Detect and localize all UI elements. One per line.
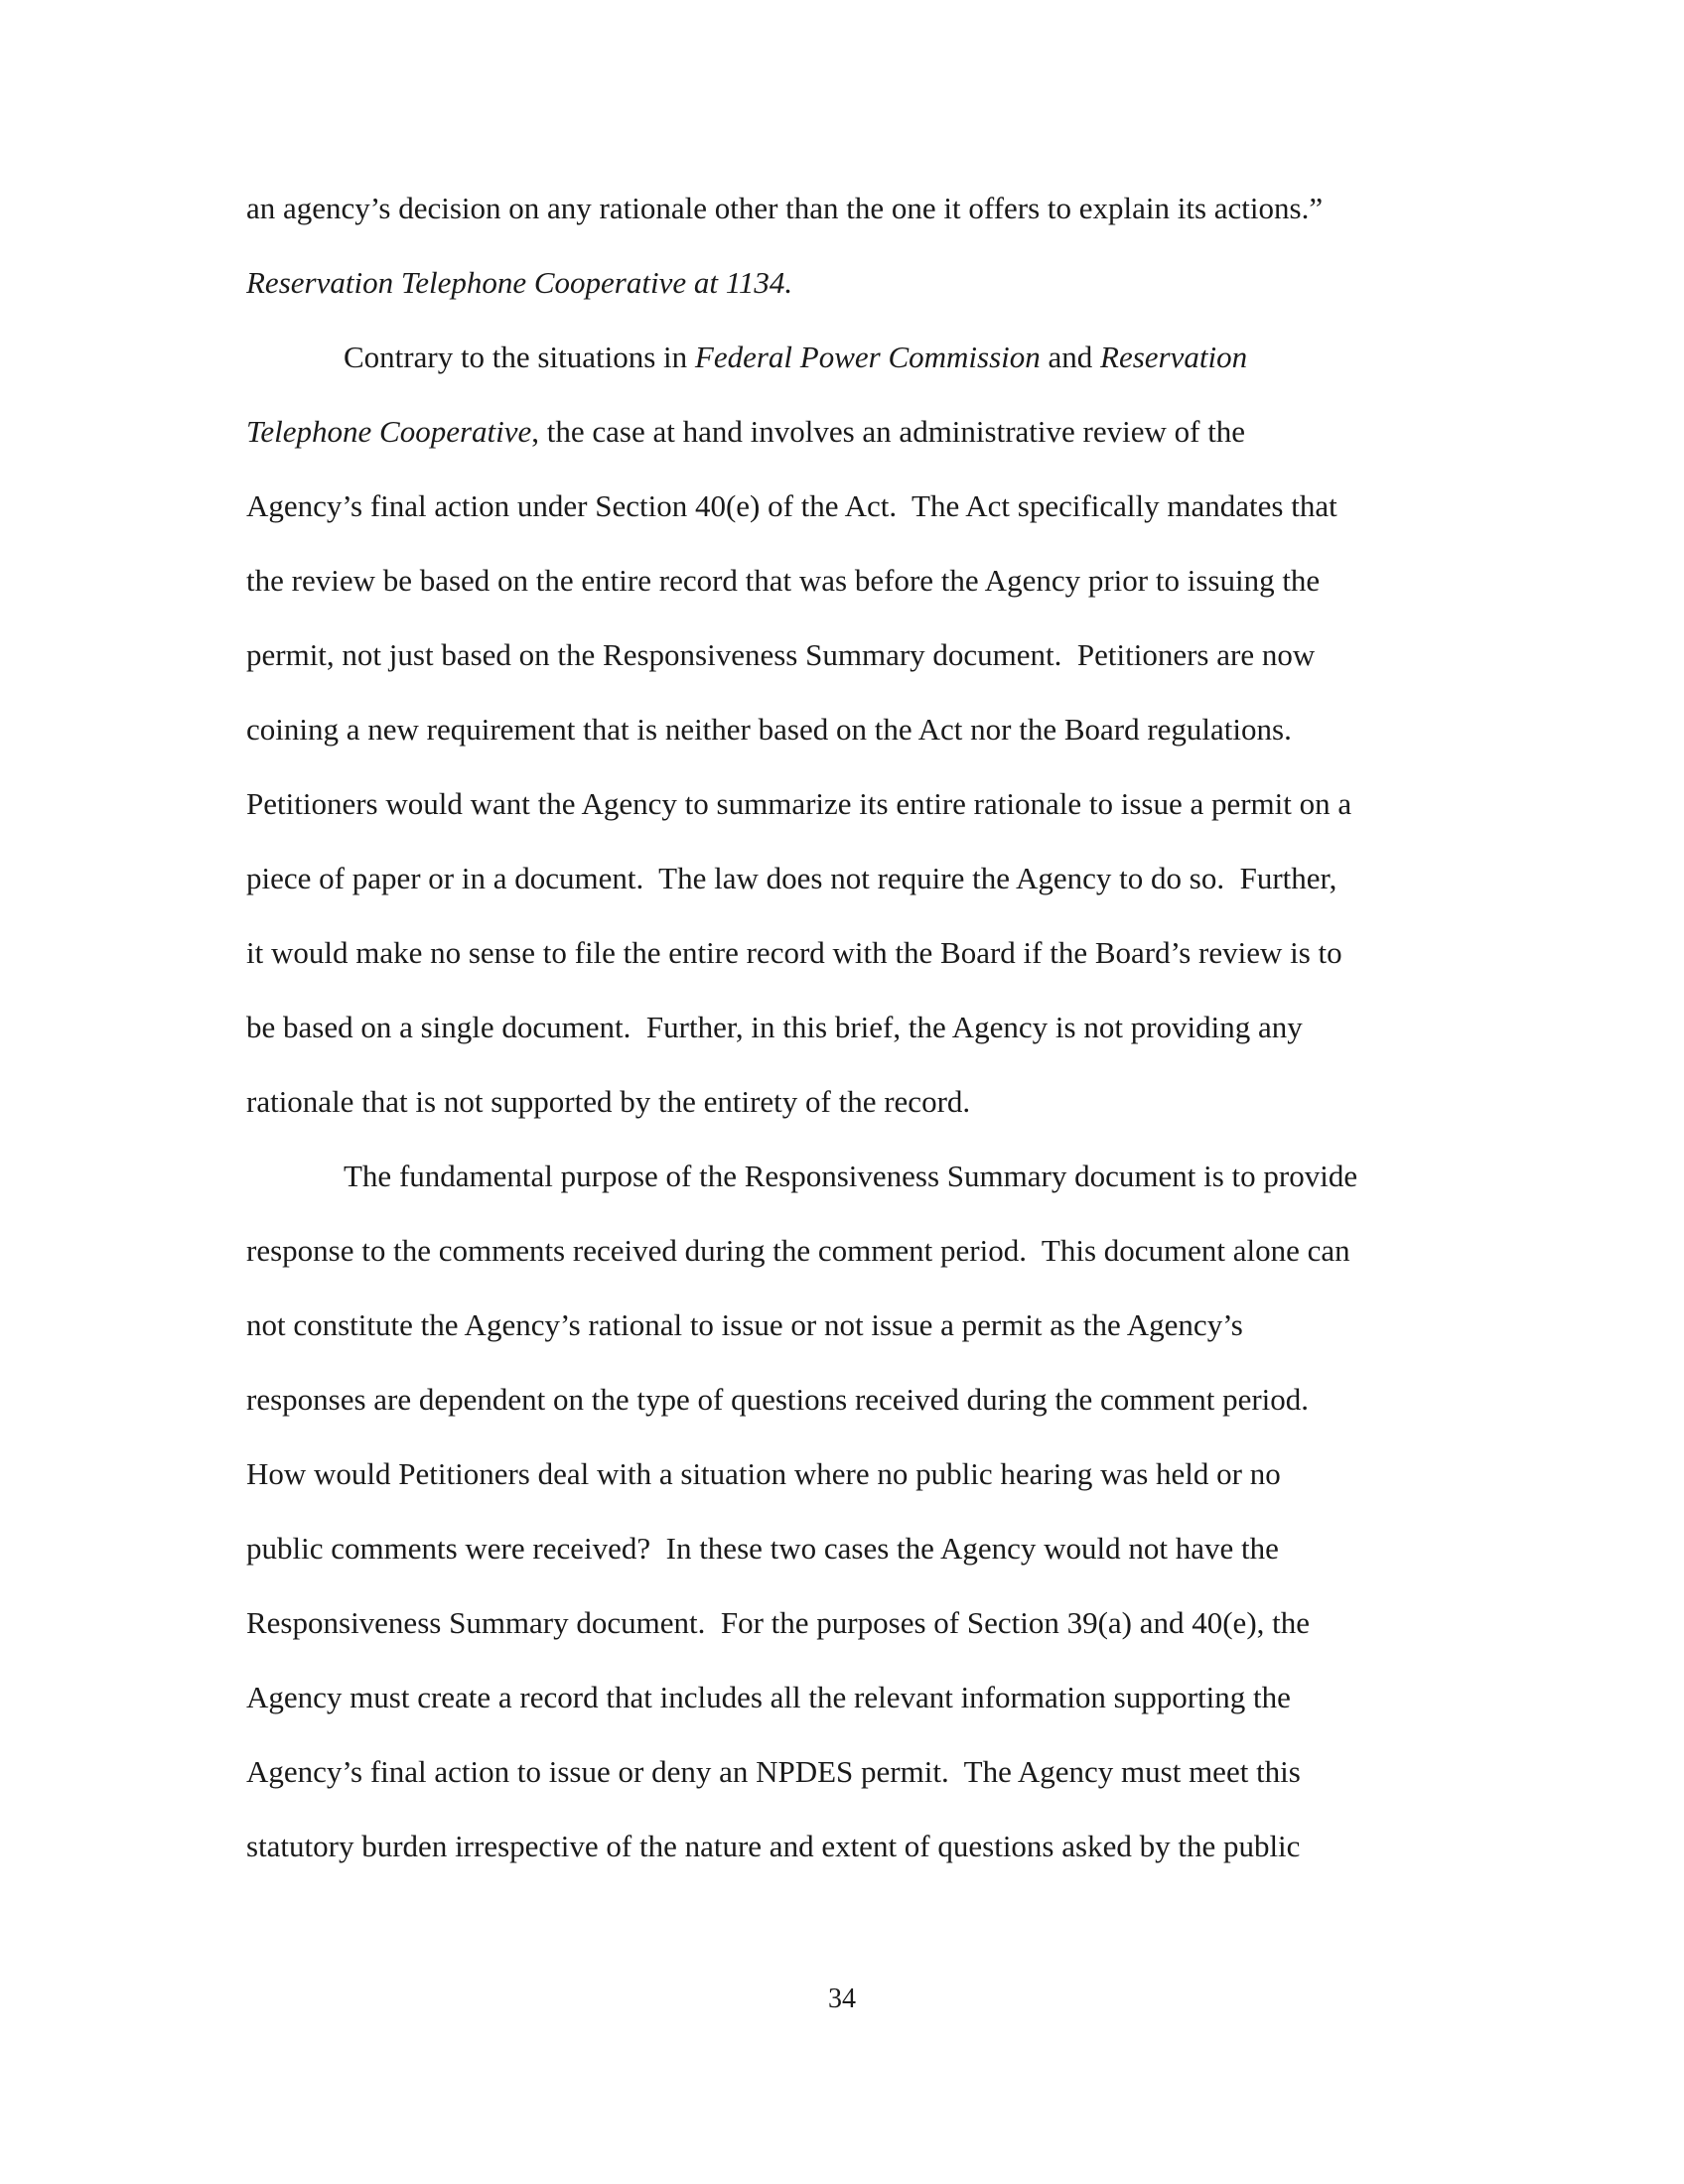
text-line: [246, 543, 1438, 617]
text-line: [246, 766, 1438, 841]
text-segment: coining a new requirement that is neither based on the Act nor the Board regulations.: [246, 712, 1292, 747]
text-segment: it would make no sense to file the entire record with the Board if the Board’s review is to: [246, 935, 1342, 970]
text-line: [246, 469, 1438, 543]
text-segment: Agency’s final action under Section 40(e) of the Act. The Act specifically mandates that: [246, 488, 1337, 523]
italic-citation: Telephone Cooperative: [246, 414, 532, 449]
text-segment: Contrary to the situations in: [344, 340, 695, 374]
text-segment: response to the comments received during the comment period. This document alone can: [246, 1233, 1350, 1268]
text-segment: statutory burden irrespective of the nature and extent of questions asked by the public: [246, 1829, 1301, 1863]
text-line: [246, 1362, 1438, 1436]
text-line: [246, 394, 1438, 469]
text-segment: Petitioners would want the Agency to summarize its entire rationale to issue a permit on a: [246, 786, 1352, 821]
text-segment: , the case at hand involves an administrative review of the: [531, 414, 1246, 449]
text-line: [246, 915, 1438, 990]
text-segment: and: [1040, 340, 1101, 374]
text-segment: rationale that is not supported by the entirety of the record.: [246, 1084, 971, 1119]
page-number: 34: [828, 1983, 856, 2014]
text-segment: Agency’s final action to issue or deny an NPDES permit. The Agency must meet this: [246, 1754, 1301, 1789]
text-line: [246, 1809, 1438, 1883]
text-segment: the review be based on the entire record that was before the Agency prior to issuing the: [246, 563, 1321, 598]
text-segment: Agency must create a record that includes all the relevant information supporting the: [246, 1680, 1291, 1714]
text-line: [246, 990, 1438, 1064]
text-line: [246, 841, 1438, 915]
italic-citation: Reservation Telephone Cooperative at 1134.: [246, 265, 793, 300]
text-segment: The fundamental purpose of the Responsiveness Summary document is to provide: [344, 1159, 1358, 1193]
text-line: [246, 1660, 1438, 1734]
italic-citation: Reservation: [1100, 340, 1248, 374]
text-segment: not constitute the Agency’s rational to issue or not issue a permit as the Agency’s: [246, 1307, 1243, 1342]
text-segment: Responsiveness Summary document. For the purposes of Section 39(a) and 40(e), the: [246, 1605, 1311, 1640]
text-segment: How would Petitioners deal with a situation where no public hearing was held or no: [246, 1456, 1281, 1491]
text-line: [246, 1213, 1438, 1288]
italic-citation: Federal Power Commission: [694, 340, 1041, 374]
text-line: [246, 1511, 1438, 1585]
text-segment: be based on a single document. Further, in this brief, the Agency is not providing any: [246, 1010, 1303, 1044]
text-line: [246, 1064, 1438, 1139]
text-segment: permit, not just based on the Responsiveness Summary document. Petitioners are now: [246, 637, 1316, 672]
text-line: [246, 1585, 1438, 1660]
text-line: [246, 1139, 1438, 1213]
text-segment: responses are dependent on the type of questions received during the comment period.: [246, 1382, 1310, 1417]
text-line: [246, 320, 1438, 394]
text-segment: public comments were received? In these two cases the Agency would not have the: [246, 1531, 1279, 1566]
text-segment: an agency’s decision on any rationale other than the one it offers to explain its actions.”: [246, 191, 1324, 225]
text-line: [246, 171, 1438, 245]
text-line: [246, 245, 1438, 320]
text-line: [246, 1734, 1438, 1809]
text-segment: piece of paper or in a document. The law does not require the Agency to do so. Further,: [246, 861, 1337, 895]
text-line: [246, 1288, 1438, 1362]
text-line: [246, 1436, 1438, 1511]
body-text: [246, 171, 1438, 1883]
text-line: [246, 617, 1438, 692]
text-line: [246, 692, 1438, 766]
